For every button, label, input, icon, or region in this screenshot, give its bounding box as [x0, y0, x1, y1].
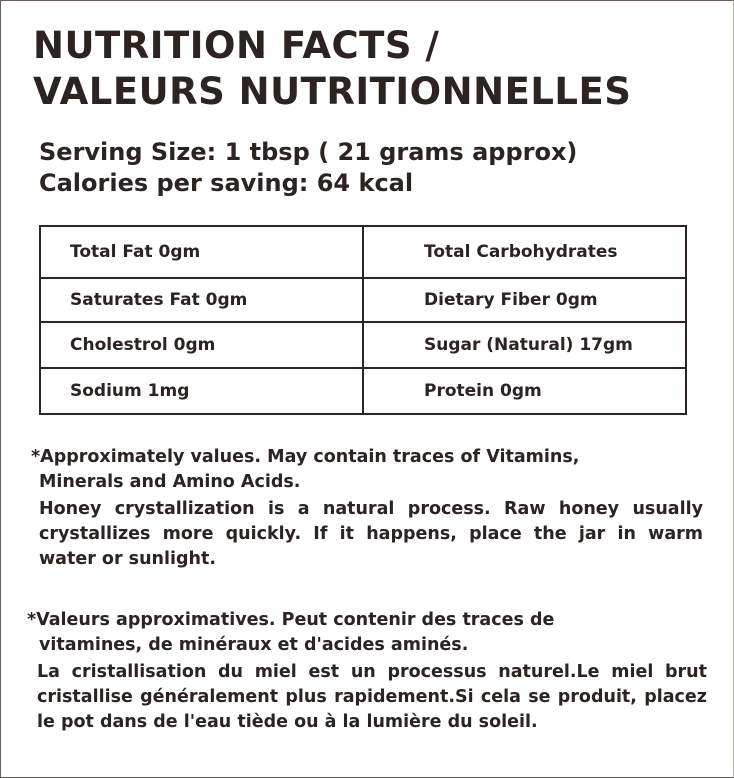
fact-cell: Sodium 1mg: [40, 368, 363, 414]
calories-per-serving: Calories per saving: 64 kcal: [39, 169, 414, 197]
crystallization-text: La cristallisation du miel est un processus naturel.Le miel brut cristallise généralement plus rapidement.Si cela se produit, placez le pot dans de l'eau tiède ou à la lumière du soleil.: [37, 662, 707, 732]
crystallization-note-english: [39, 497, 703, 572]
table-row: [40, 368, 686, 414]
approx-note-line: vitamines, de minéraux et d'acides aminés.: [39, 635, 469, 655]
fact-cell: Total Fat 0gm: [40, 226, 363, 278]
fact-cell: Dietary Fiber 0gm: [363, 278, 686, 322]
fact-cell: Saturates Fat 0gm: [40, 278, 363, 322]
approx-note-line: *Approximately values. May contain traces of Vitamins,: [31, 447, 580, 467]
fact-cell: Total Carbohydrates: [363, 226, 686, 278]
approx-note-line: *Valeurs approximatives. Peut contenir des traces de: [27, 610, 555, 630]
approx-note-english: [31, 445, 711, 495]
nutrition-table: [39, 225, 687, 415]
label-title: [33, 23, 631, 115]
fact-cell: Protein 0gm: [363, 368, 686, 414]
serving-size: Serving Size: 1 tbsp ( 21 grams approx): [39, 138, 578, 166]
table-row: [40, 322, 686, 368]
title-line-english: NUTRITION FACTS /: [33, 24, 440, 67]
fact-cell: Sugar (Natural) 17gm: [363, 322, 686, 368]
table-row: [40, 278, 686, 322]
serving-info: [39, 137, 577, 199]
fact-cell: Cholestrol 0gm: [40, 322, 363, 368]
title-line-french: VALEURS NUTRITIONNELLES: [33, 70, 632, 113]
approx-note-line: Minerals and Amino Acids.: [39, 472, 301, 492]
table-row: [40, 226, 686, 278]
crystallization-text: Honey crystallization is a natural process. Raw honey usually crystallizes more quickly. If it happens, place the jar in warm water or sunlight.: [39, 499, 703, 569]
approx-note-french: [27, 608, 717, 658]
crystallization-note-french: [37, 660, 707, 735]
